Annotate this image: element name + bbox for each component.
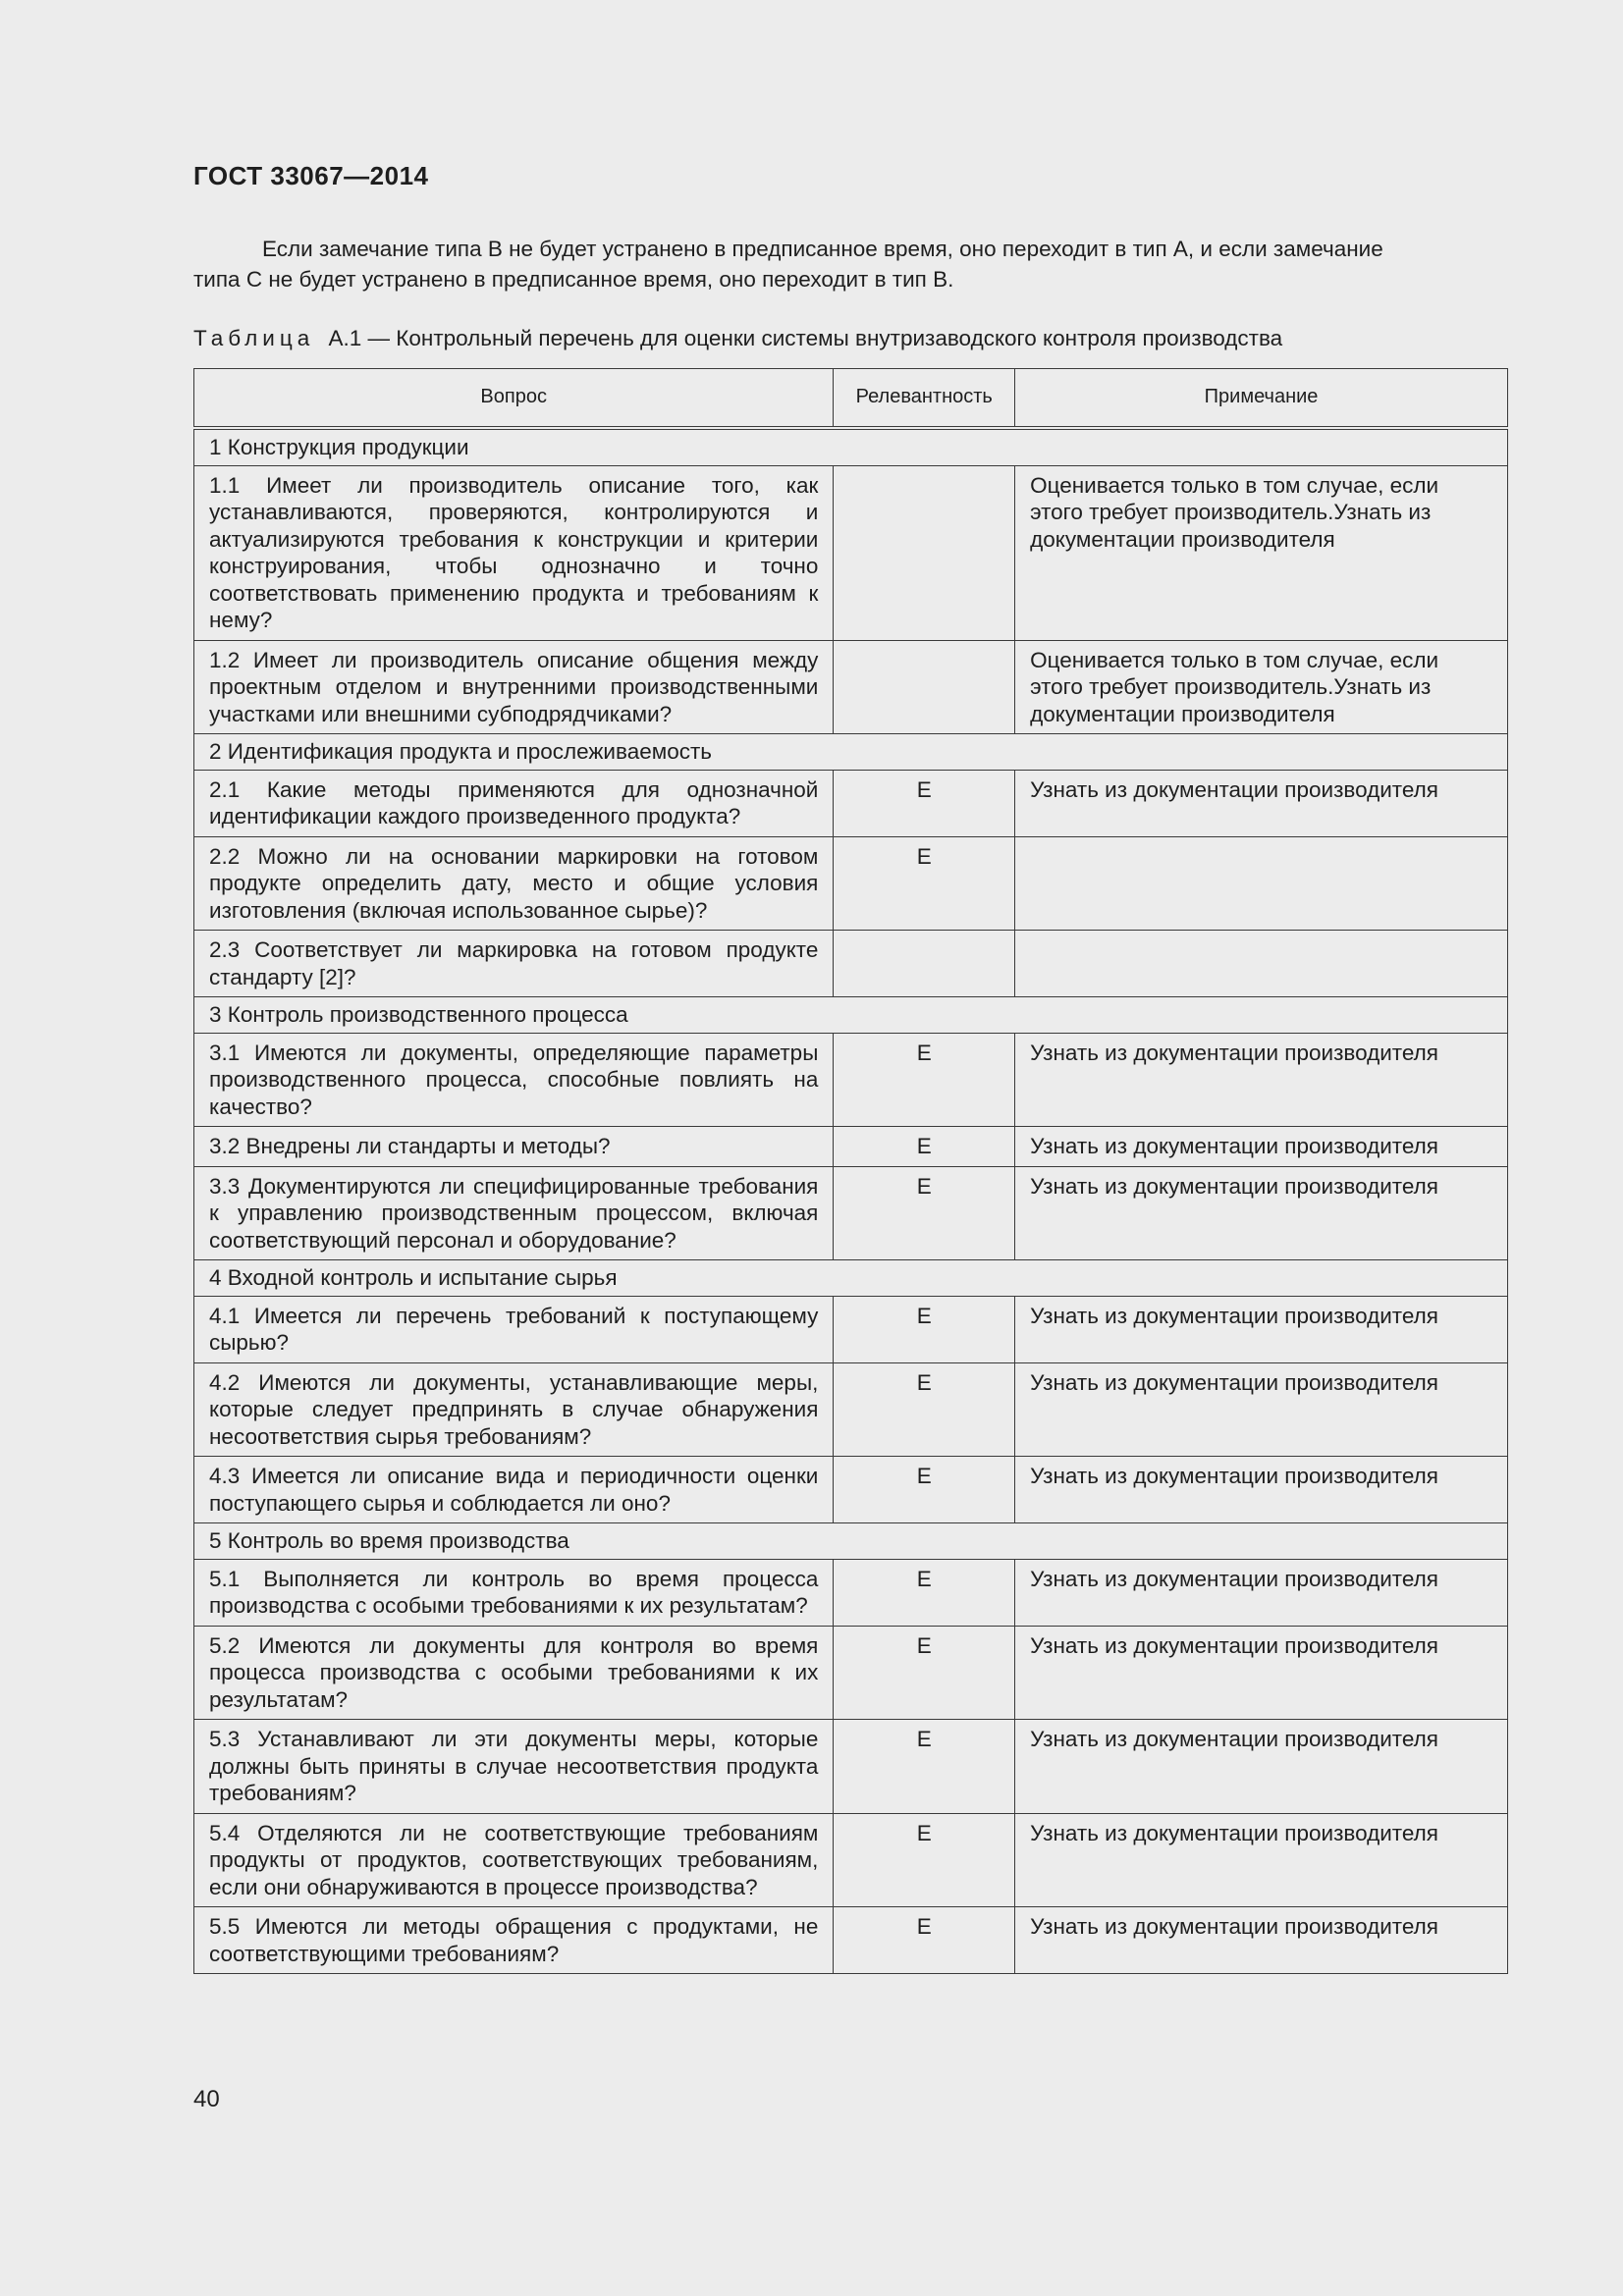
table-row [194, 836, 1508, 931]
table-row [194, 1033, 1508, 1127]
question-cell: 3.2 Внедрены ли стандарты и методы? [194, 1127, 834, 1167]
question-cell: 5.1 Выполняется ли контроль во время процесса производства с особыми требованиями к их результатам? [194, 1559, 834, 1626]
table-caption-label: Таблица [193, 326, 315, 350]
header-question: Вопрос [194, 369, 834, 429]
table-row [194, 1813, 1508, 1907]
relevance-cell: E [834, 1813, 1015, 1907]
table-row [194, 1720, 1508, 1814]
section-title: 5 Контроль во время производства [194, 1523, 1508, 1560]
note-cell: Узнать из документации производителя [1015, 1720, 1508, 1814]
relevance-cell: E [834, 1907, 1015, 1974]
page-number: 40 [193, 2086, 220, 2112]
table-header-row [194, 369, 1508, 429]
note-cell: Оценивается только в том случае, если этого требует производитель.Узнать из документации производителя [1015, 465, 1508, 640]
section-title: 4 Входной контроль и испытание сырья [194, 1260, 1508, 1297]
note-cell: Узнать из документации производителя [1015, 1559, 1508, 1626]
question-cell: 5.3 Устанавливают ли эти документы меры, которые должны быть приняты в случае несоответствия продукта требованиям? [194, 1720, 834, 1814]
table-row [194, 1457, 1508, 1523]
note-cell: Узнать из документации производителя [1015, 1166, 1508, 1260]
note-cell: Узнать из документации производителя [1015, 1626, 1508, 1720]
question-cell: 5.5 Имеются ли методы обращения с продуктами, не соответствующими требованиям? [194, 1907, 834, 1974]
question-cell: 1.2 Имеет ли производитель описание общения между проектным отделом и внутренними производственными участками или внешними субподрядчиками? [194, 640, 834, 734]
section-row [194, 428, 1508, 465]
section-title: 2 Идентификация продукта и прослеживаемость [194, 734, 1508, 771]
note-cell: Узнать из документации производителя [1015, 770, 1508, 836]
note-cell: Узнать из документации производителя [1015, 1296, 1508, 1362]
relevance-cell: E [834, 1033, 1015, 1127]
section-row [194, 1523, 1508, 1560]
note-cell: Оценивается только в том случае, если этого требует производитель.Узнать из документации производителя [1015, 640, 1508, 734]
note-cell: Узнать из документации производителя [1015, 1907, 1508, 1974]
note-cell: Узнать из документации производителя [1015, 1033, 1508, 1127]
section-row [194, 1260, 1508, 1297]
table-row [194, 1626, 1508, 1720]
table-row [194, 770, 1508, 836]
section-title: 1 Конструкция продукции [194, 428, 1508, 465]
relevance-cell: E [834, 1720, 1015, 1814]
relevance-cell [834, 465, 1015, 640]
section-row [194, 734, 1508, 771]
header-relevance: Релевантность [834, 369, 1015, 429]
question-cell: 2.2 Можно ли на основании маркировки на готовом продукте определить дату, место и общие условия изготовления (включая использованное сырье)? [194, 836, 834, 931]
note-cell: Узнать из документации производителя [1015, 1457, 1508, 1523]
question-cell: 2.1 Какие методы применяются для однозначной идентификации каждого произведенного продукта? [194, 770, 834, 836]
note-cell [1015, 931, 1508, 997]
relevance-cell: E [834, 1362, 1015, 1457]
note-cell [1015, 836, 1508, 931]
section-row [194, 997, 1508, 1034]
question-cell: 3.3 Документируются ли специфицированные требования к управлению производственным процессом, включая соответствующий персонал и оборудование? [194, 1166, 834, 1260]
table-row [194, 1296, 1508, 1362]
relevance-cell: E [834, 836, 1015, 931]
intro-paragraph [193, 234, 1508, 294]
table-row [194, 1907, 1508, 1974]
question-cell: 4.2 Имеются ли документы, устанавливающие меры, которые следует предпринять в случае обнаружения несоответствия сырья требованиям? [194, 1362, 834, 1457]
standard-title: ГОСТ 33067—2014 [193, 161, 429, 190]
table-row [194, 1362, 1508, 1457]
table-caption-text: A.1 — Контрольный перечень для оценки системы внутризаводского контроля производства [328, 326, 1283, 350]
table-row [194, 640, 1508, 734]
relevance-cell: E [834, 1166, 1015, 1260]
relevance-cell: E [834, 770, 1015, 836]
table-row [194, 1166, 1508, 1260]
table-body [194, 428, 1508, 1974]
question-cell: 1.1 Имеет ли производитель описание того, как устанавливаются, проверяются, контролируются и актуализируются требования к конструкции и критерии конструирования, чтобы однозначно и точно соответствовать применению продукта и требованиям к нему? [194, 465, 834, 640]
relevance-cell: E [834, 1626, 1015, 1720]
question-cell: 3.1 Имеются ли документы, определяющие параметры производственного процесса, способные повлиять на качество? [194, 1033, 834, 1127]
relevance-cell: E [834, 1559, 1015, 1626]
relevance-cell: E [834, 1127, 1015, 1167]
checklist-table [193, 368, 1508, 1974]
table-row [194, 1559, 1508, 1626]
table-caption [193, 326, 1529, 351]
relevance-cell [834, 931, 1015, 997]
note-cell: Узнать из документации производителя [1015, 1813, 1508, 1907]
relevance-cell: E [834, 1457, 1015, 1523]
table-row [194, 931, 1508, 997]
question-cell: 4.3 Имеется ли описание вида и периодичности оценки поступающего сырья и соблюдается ли оно? [194, 1457, 834, 1523]
question-cell: 2.3 Соответствует ли маркировка на готовом продукте стандарту [2]? [194, 931, 834, 997]
question-cell: 4.1 Имеется ли перечень требований к поступающему сырью? [194, 1296, 834, 1362]
intro-line-2: типа C не будет устранено в предписанное время, оно переходит в тип B. [193, 267, 954, 292]
section-title: 3 Контроль производственного процесса [194, 997, 1508, 1034]
note-cell: Узнать из документации производителя [1015, 1127, 1508, 1167]
note-cell: Узнать из документации производителя [1015, 1362, 1508, 1457]
header-note: Примечание [1015, 369, 1508, 429]
relevance-cell [834, 640, 1015, 734]
question-cell: 5.2 Имеются ли документы для контроля во время процесса производства с особыми требованиями к их результатам? [194, 1626, 834, 1720]
table-row [194, 1127, 1508, 1167]
relevance-cell: E [834, 1296, 1015, 1362]
table-row [194, 465, 1508, 640]
intro-line-1: Если замечание типа B не будет устранено в предписанное время, оно переходит в тип A, и если замечание [262, 237, 1383, 261]
question-cell: 5.4 Отделяются ли не соответствующие требованиям продукты от продуктов, соответствующих требованиям, если они обнаруживаются в процессе производства? [194, 1813, 834, 1907]
